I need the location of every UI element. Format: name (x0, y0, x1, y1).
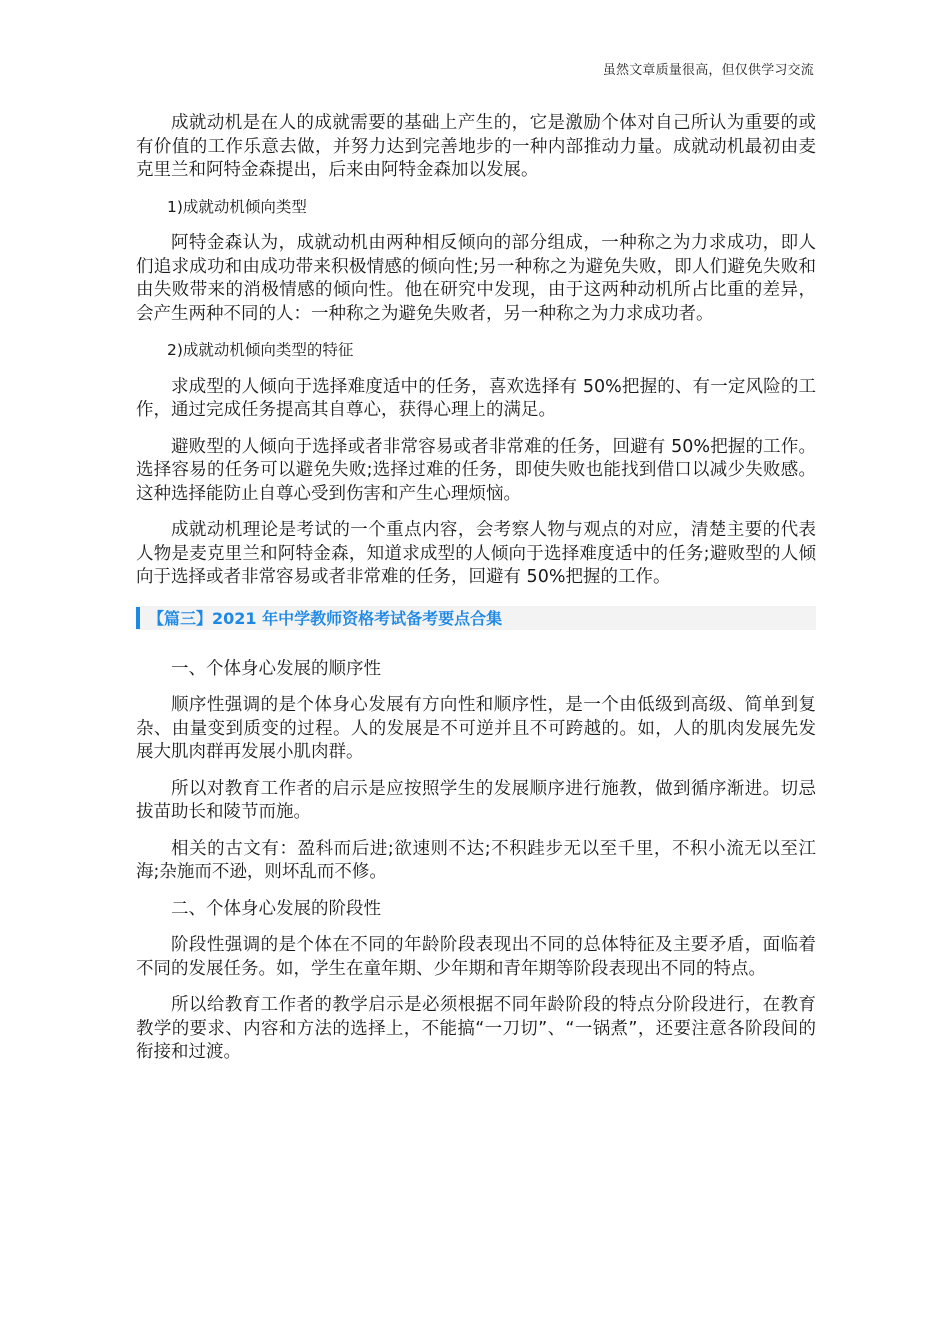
section-heading-bar (136, 606, 816, 630)
paragraph-success-seeking: 求成型的人倾向于选择难度适中的任务，喜欢选择有 50%把握的、有一定风险的工作，通过完成任务提高其自尊心，获得心理上的满足。 (136, 376, 816, 420)
section-accent-mark (136, 607, 140, 629)
subheading-type-features: 2)成就动机倾向类型的特征 (167, 341, 354, 359)
paragraph-failure-avoiding: 避败型的人倾向于选择或者非常容易或者非常难的任务，回避有 50%把握的工作。选择容易的任务可以避免失败;选择过难的任务，即使失败也能找到借口以减少失败感。这种选择能防止自尊心受到伤害和产生心理烦恼。 (136, 436, 816, 504)
document-body (136, 112, 816, 1078)
paragraph-sequence-implication: 所以对教育工作者的启示是应按照学生的发展顺序进行施教，做到循序渐进。切忌拔苗助长和陵节而施。 (136, 778, 816, 822)
paragraph-atkinson-theory: 阿特金森认为，成就动机由两种相反倾向的部分组成，一种称之为力求成功，即人们追求成功和由成功带来积极情感的倾向性;另一种称之为避免失败，即人们避免失败和由失败带来的消极情感的倾向性。他在研究中发现，由于这两种动机所占比重的差异，会产生两种不同的人：一种称之为避免失败者，另一种称之为力求成功者。 (136, 233, 816, 324)
paragraph-stages-implication: 所以给教育工作者的教学启示是必须根据不同年龄阶段的特点分阶段进行，在教育教学的要求、内容和方法的选择上，不能搞“一刀切”、“一锅煮”，还要注意各阶段间的衔接和过渡。 (136, 995, 816, 1062)
subheading-tendency-types: 1)成就动机倾向类型 (167, 197, 307, 216)
heading-stages: 二、个体身心发展的阶段性 (171, 898, 381, 919)
paragraph-achievement-motivation-intro: 成就动机是在人的成就需要的基础上产生的，它是激励个体对自己所认为重要的或有价值的工作乐意去做，并努力达到完善地步的一种内部推动力量。成就动机最初由麦克里兰和阿特金森提出，后来由阿特金森加以发展。 (136, 113, 816, 180)
paragraph-sequence-definition: 顺序性强调的是个体身心发展有方向性和顺序性，是一个由低级到高级、简单到复杂、由量变到质变的过程。人的发展是不可逆并且不可跨越的。如，人的肌肉发展先发展大肌肉群再发展小肌肉群。 (136, 695, 816, 762)
header-note: 虽然文章质量很高，但仅供学习交流 (602, 63, 814, 78)
paragraph-exam-summary: 成就动机理论是考试的一个重点内容，会考察人物与观点的对应，清楚主要的代表人物是麦克里兰和阿特金森，知道求成型的人倾向于选择难度适中的任务;避败型的人倾向于选择或者非常容易或者非常难的任务，回避有 50%把握的工作。 (136, 520, 816, 587)
paragraph-classical-quotes: 相关的古文有：盈科而后进;欲速则不达;不积跬步无以至千里，不积小流无以至江海;杂施而不逊，则坏乱而不修。 (136, 838, 816, 882)
section-title: 【篇三】2021 年中学教师资格考试备考要点合集 (148, 609, 503, 628)
heading-sequence: 一、个体身心发展的顺序性 (171, 658, 381, 679)
paragraph-stages-definition: 阶段性强调的是个体在不同的年龄阶段表现出不同的总体特征及主要矛盾，面临着不同的发展任务。如，学生在童年期、少年期和青年期等阶段表现出不同的特点。 (136, 935, 816, 979)
